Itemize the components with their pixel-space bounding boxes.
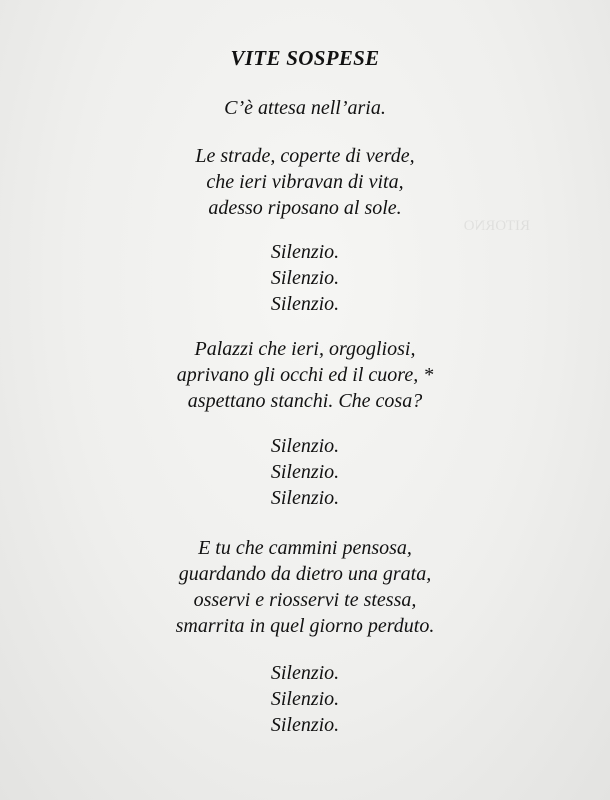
stanza-4 bbox=[0, 336, 610, 414]
poem-title: VITE SOSPESE bbox=[230, 46, 380, 70]
stanza-7 bbox=[0, 660, 610, 738]
poem-line: Silenzio. bbox=[270, 662, 340, 684]
poem-line: E tu che cammini pensosa, bbox=[198, 537, 412, 559]
poem-line: smarrita in quel giorno perduto. bbox=[175, 615, 435, 637]
poem-line: Silenzio. bbox=[270, 293, 340, 315]
poem-line: C’è attesa nell’aria. bbox=[224, 97, 386, 119]
poem-line: Palazzi che ieri, orgogliosi, bbox=[194, 338, 416, 360]
poem-line: Silenzio. bbox=[270, 714, 340, 736]
stanza-1 bbox=[0, 95, 610, 121]
show-through-text: RITORNO bbox=[463, 218, 530, 234]
poem-line: Silenzio. bbox=[270, 267, 340, 289]
poem-line: Le strade, coperte di verde, bbox=[195, 145, 415, 167]
poem-line: Silenzio. bbox=[270, 688, 340, 710]
poem-line: aspettano stanchi. Che cosa? bbox=[187, 390, 423, 412]
poem-line: aprivano gli occhi ed il cuore, * bbox=[176, 364, 434, 386]
poem-line: Silenzio. bbox=[270, 435, 340, 457]
poem-line: che ieri vibravan di vita, bbox=[206, 171, 404, 193]
poem-line: guardando da dietro una grata, bbox=[178, 563, 432, 585]
poem-line: Silenzio. bbox=[270, 487, 340, 509]
poem-line: Silenzio. bbox=[270, 241, 340, 263]
poem-line: adesso riposano al sole. bbox=[208, 197, 402, 219]
stanza-3 bbox=[0, 239, 610, 317]
poem-line: osservi e riosservi te stessa, bbox=[193, 589, 417, 611]
stanza-6 bbox=[0, 535, 610, 639]
stanza-2 bbox=[0, 143, 610, 221]
stanza-5 bbox=[0, 433, 610, 511]
poem-line: Silenzio. bbox=[270, 461, 340, 483]
